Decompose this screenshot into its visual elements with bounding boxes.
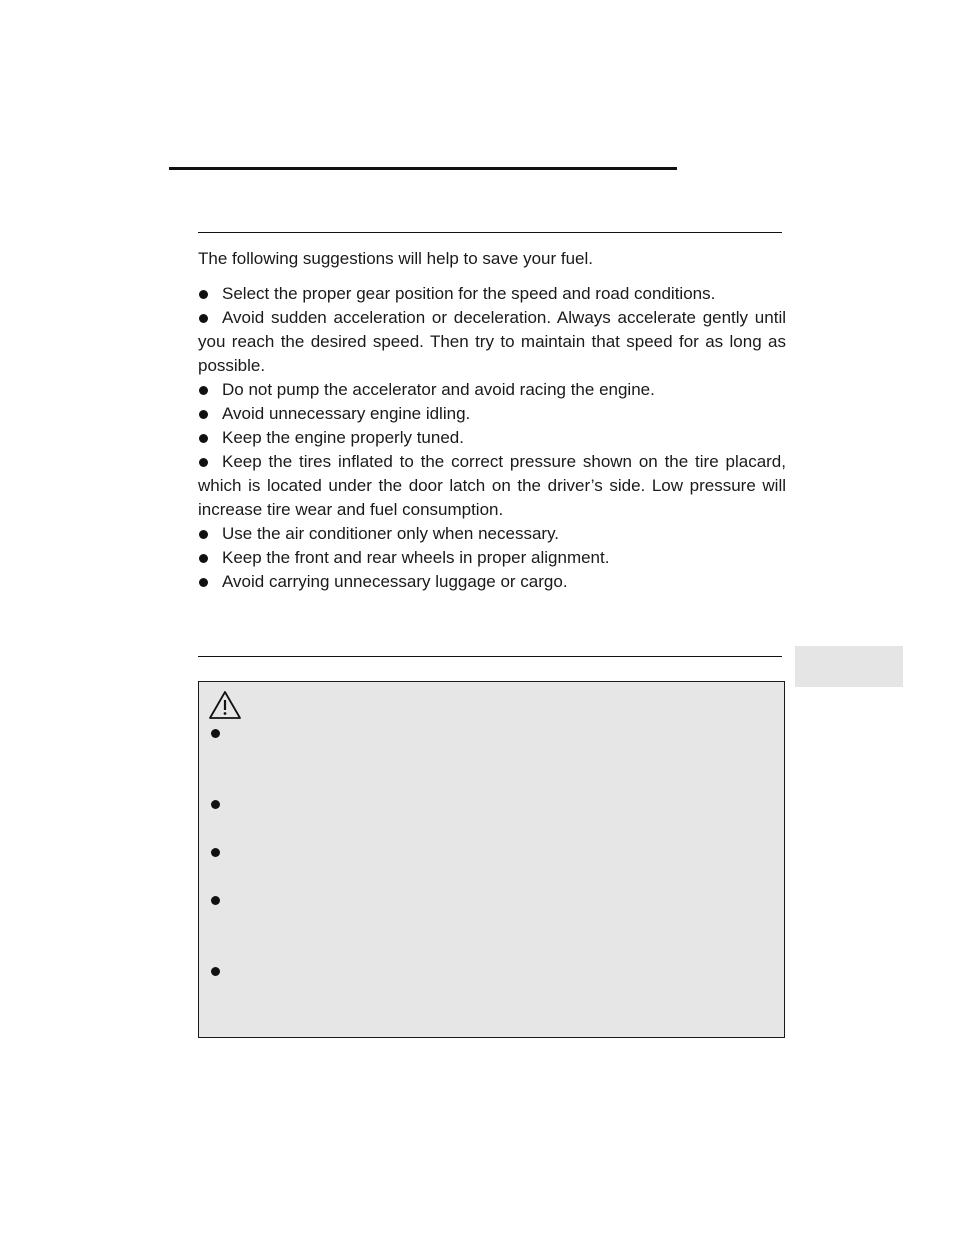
list-item: Use the air conditioner only when necessary. bbox=[198, 522, 786, 546]
bullet-icon bbox=[199, 386, 208, 395]
bullet-icon bbox=[199, 410, 208, 419]
warning-bullet-icon bbox=[211, 967, 220, 976]
list-item: Keep the front and rear wheels in proper alignment. bbox=[198, 546, 786, 570]
section-rule-warning bbox=[198, 656, 782, 657]
warning-bullet-icon bbox=[211, 800, 220, 809]
warning-bullet-icon bbox=[211, 896, 220, 905]
warning-bullet-icon bbox=[211, 848, 220, 857]
list-item: Avoid sudden acceleration or deceleration. Always accelerate gently until you reach the desired speed. Then try to maintain that speed for as long as possible. bbox=[198, 308, 786, 375]
list-item: Select the proper gear position for the speed and road conditions. bbox=[198, 282, 786, 306]
warning-triangle-icon bbox=[208, 690, 242, 720]
bullet-icon bbox=[199, 314, 208, 323]
bullet-icon bbox=[199, 530, 208, 539]
intro-text: The following suggestions will help to save your fuel. bbox=[198, 249, 593, 268]
list-item: Keep the engine properly tuned. bbox=[198, 426, 786, 450]
list-item: Do not pump the accelerator and avoid racing the engine. bbox=[198, 378, 786, 402]
bullet-icon bbox=[199, 578, 208, 587]
list-item: Avoid carrying unnecessary luggage or cargo. bbox=[198, 570, 786, 594]
fuel-tips-list bbox=[198, 282, 786, 594]
bullet-icon bbox=[199, 458, 208, 467]
bullet-icon bbox=[199, 290, 208, 299]
bullet-icon bbox=[199, 434, 208, 443]
list-item: Keep the tires inflated to the correct pressure shown on the tire placard, which is located under the door latch on the driver’s side. Low pressure will increase tire wear and fuel consumption. bbox=[198, 452, 786, 519]
list-item: Avoid unnecessary engine idling. bbox=[198, 402, 786, 426]
chapter-tab bbox=[795, 646, 903, 687]
warning-bullet-icon bbox=[211, 729, 220, 738]
warning-box bbox=[198, 681, 785, 1038]
bullet-icon bbox=[199, 554, 208, 563]
chapter-title-rule bbox=[169, 167, 677, 170]
section-rule-fuel-economy bbox=[198, 232, 782, 233]
